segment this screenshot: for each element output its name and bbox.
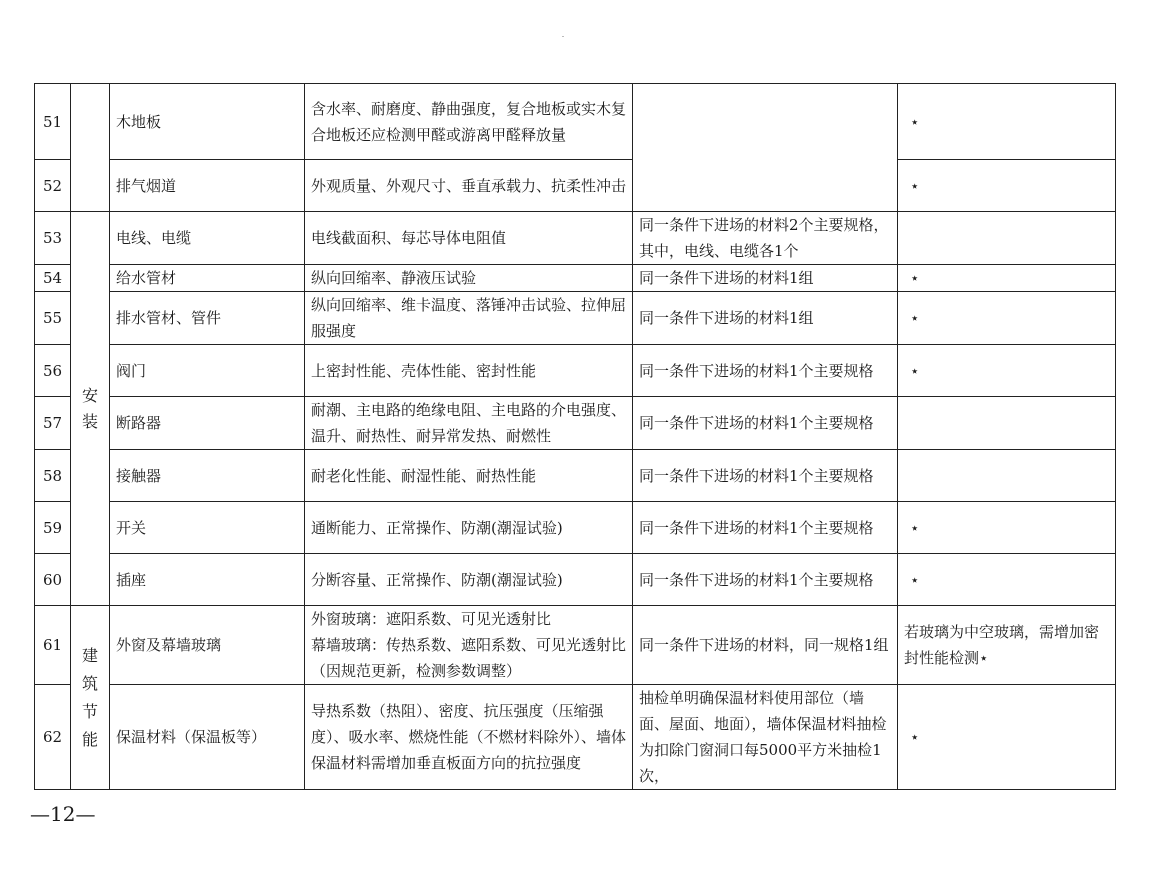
- table-row: [35, 606, 1116, 685]
- remark: [898, 397, 1116, 450]
- remark: ⋆: [898, 345, 1116, 397]
- test-items: 耐老化性能、耐湿性能、耐热性能: [305, 450, 633, 502]
- table-row: [35, 212, 1116, 265]
- material-name: 排气烟道: [110, 160, 305, 212]
- table-row: [35, 292, 1116, 345]
- sampling-rule: 抽检单明确保温材料使用部位（墙面、屋面、地面），墙体保温材料抽检为扣除门窗洞口每5000平方米抽检1次，: [633, 685, 898, 790]
- row-number: 55: [35, 292, 71, 345]
- row-number: 61: [35, 606, 71, 685]
- remark: ⋆: [898, 160, 1116, 212]
- material-name: 外窗及幕墙玻璃: [110, 606, 305, 685]
- remark: [898, 212, 1116, 265]
- test-items: 纵向回缩率、维卡温度、落锤冲击试验、拉伸屈服强度: [305, 292, 633, 345]
- sampling-rule: 同一条件下进场的材料，同一规格1组: [633, 606, 898, 685]
- material-name: 阀门: [110, 345, 305, 397]
- remark: ⋆: [898, 292, 1116, 345]
- table-row: [35, 265, 1116, 292]
- row-number: 59: [35, 502, 71, 554]
- test-items: 外观质量、外观尺寸、垂直承载力、抗柔性冲击: [305, 160, 633, 212]
- remark: ⋆: [898, 265, 1116, 292]
- material-name: 排水管材、管件: [110, 292, 305, 345]
- page-number: —12—: [30, 802, 96, 826]
- category-cell-empty: [71, 84, 110, 212]
- test-items: 纵向回缩率、静液压试验: [305, 265, 633, 292]
- sampling-rule: 同一条件下进场的材料1个主要规格: [633, 554, 898, 606]
- table-row: [35, 84, 1116, 160]
- sampling-rule: 同一条件下进场的材料1个主要规格: [633, 502, 898, 554]
- category-char: 节: [81, 701, 98, 721]
- remark: ⋆: [898, 84, 1116, 160]
- table-row: [35, 554, 1116, 606]
- material-name: 保温材料（保温板等）: [110, 685, 305, 790]
- category-energy: [71, 606, 110, 790]
- material-name: 木地板: [110, 84, 305, 160]
- row-number: 52: [35, 160, 71, 212]
- sampling-rule: 同一条件下进场的材料1组: [633, 292, 898, 345]
- scan-mark: [562, 36, 564, 37]
- category-char: 建: [81, 645, 98, 665]
- material-name: 接触器: [110, 450, 305, 502]
- category-char: 装: [81, 411, 98, 431]
- table-row: [35, 345, 1116, 397]
- sampling-rule: 同一条件下进场的材料1个主要规格: [633, 397, 898, 450]
- table-row: [35, 450, 1116, 502]
- row-number: 58: [35, 450, 71, 502]
- test-items: 通断能力、正常操作、防潮(潮湿试验): [305, 502, 633, 554]
- category-char: 安: [81, 385, 98, 405]
- material-name: 电线、电缆: [110, 212, 305, 265]
- test-items: 导热系数（热阻）、密度、抗压强度（压缩强度）、吸水率、燃烧性能（不燃材料除外）、墙体保温材料需增加垂直板面方向的抗拉强度: [305, 685, 633, 790]
- sampling-rule: [633, 84, 898, 212]
- row-number: 51: [35, 84, 71, 160]
- sampling-rule: 同一条件下进场的材料2个主要规格，其中，电线、电缆各1个: [633, 212, 898, 265]
- table-row: [35, 160, 1116, 212]
- material-name: 插座: [110, 554, 305, 606]
- test-items: 分断容量、正常操作、防潮(潮湿试验): [305, 554, 633, 606]
- row-number: 62: [35, 685, 71, 790]
- sampling-rule: 同一条件下进场的材料1组: [633, 265, 898, 292]
- remark: 若玻璃为中空玻璃，需增加密封性能检测⋆: [898, 606, 1116, 685]
- table-row: [35, 502, 1116, 554]
- test-items: 电线截面积、每芯导体电阻值: [305, 212, 633, 265]
- table-row: [35, 685, 1116, 790]
- category-char: 筑: [81, 673, 98, 693]
- table-row: [35, 397, 1116, 450]
- row-number: 60: [35, 554, 71, 606]
- material-name: 断路器: [110, 397, 305, 450]
- remark: [898, 450, 1116, 502]
- category-char: 能: [81, 729, 98, 749]
- remark: ⋆: [898, 685, 1116, 790]
- remark: ⋆: [898, 554, 1116, 606]
- material-name: 开关: [110, 502, 305, 554]
- test-items: 耐潮、主电路的绝缘电阻、主电路的介电强度、温升、耐热性、耐异常发热、耐燃性: [305, 397, 633, 450]
- row-number: 54: [35, 265, 71, 292]
- row-number: 56: [35, 345, 71, 397]
- test-items: 外窗玻璃：遮阳系数、可见光透射比 幕墙玻璃：传热系数、遮阳系数、可见光透射比（因规范更新，检测参数调整）: [305, 606, 633, 685]
- test-items: 含水率、耐磨度、静曲强度，复合地板或实木复合地板还应检测甲醛或游离甲醛释放量: [305, 84, 633, 160]
- sampling-rule: 同一条件下进场的材料1个主要规格: [633, 450, 898, 502]
- category-install: [71, 212, 110, 606]
- material-name: 给水管材: [110, 265, 305, 292]
- test-items: 上密封性能、壳体性能、密封性能: [305, 345, 633, 397]
- sampling-rule: 同一条件下进场的材料1个主要规格: [633, 345, 898, 397]
- row-number: 53: [35, 212, 71, 265]
- inspection-table: [34, 83, 1116, 790]
- remark: ⋆: [898, 502, 1116, 554]
- row-number: 57: [35, 397, 71, 450]
